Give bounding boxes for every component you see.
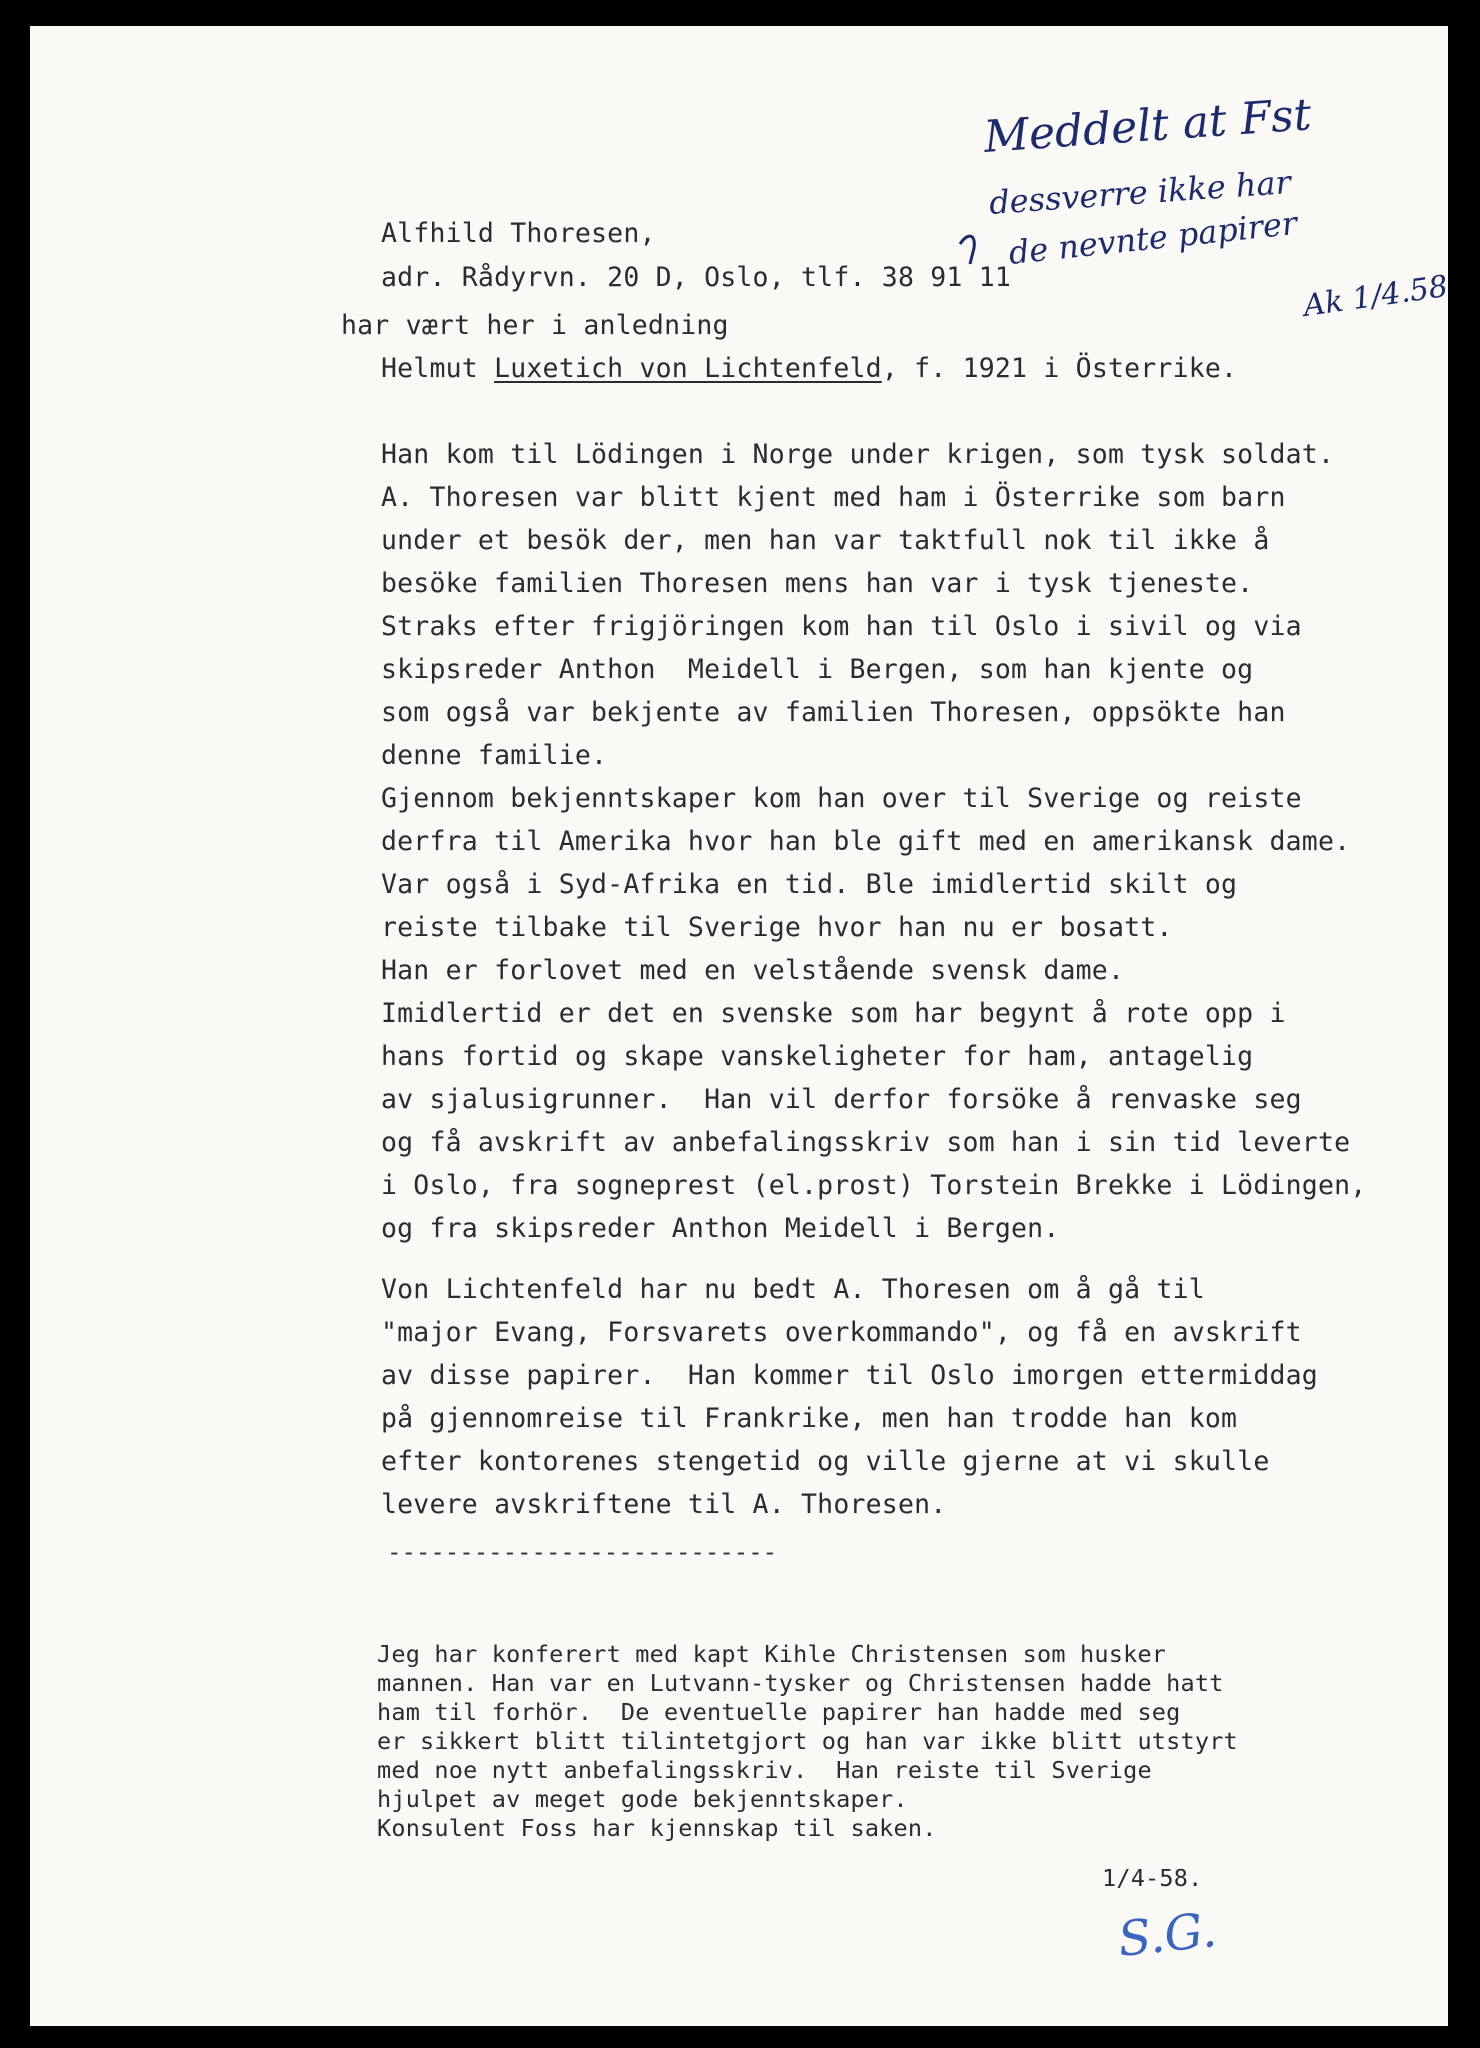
handwritten-mark [960, 236, 974, 264]
visitor-name: Alfhild Thoresen, [381, 218, 656, 249]
handwritten-note-line-2: dessverre ikke har [987, 163, 1292, 222]
subject-prefix: Helmut [381, 353, 495, 384]
text-line: Jeg har konferert med kapt Kihle Christensen som husker [377, 1640, 1167, 1668]
text-line: på gjennomreise til Frankrike, men han trodde han kom [381, 1403, 1238, 1434]
separator-line: --------------------------- [387, 1538, 778, 1566]
text-line: hjulpet av meget gode bekjenntskaper. [377, 1785, 908, 1813]
visitor-address: adr. Rådyrvn. 20 D, Oslo, tlf. 38 91 11 [381, 262, 1012, 293]
subject-line [381, 353, 1237, 384]
text-line: Straks efter frigjöringen kom han til Oslo i sivil og via [381, 611, 1302, 642]
signature-initials: S.G. [1115, 1901, 1220, 1968]
text-line: ham til forhör. De eventuelle papirer han hadde med seg [377, 1698, 1181, 1726]
text-line: Von Lichtenfeld har nu bedt A. Thoresen om å gå til [381, 1274, 1205, 1305]
text-line: derfra til Amerika hvor han ble gift med en amerikansk dame. [381, 826, 1351, 857]
text-line: besöke familien Thoresen mens han var i tysk tjeneste. [381, 568, 1254, 599]
text-line: under et besök der, men han var taktfull nok til ikke å [381, 525, 1270, 556]
text-line: "major Evang, Forsvarets overkommando", og få en avskrift [381, 1317, 1302, 1348]
text-line: denne familie. [381, 740, 608, 771]
text-line: Konsulent Foss har kjennskap til saken. [377, 1814, 937, 1842]
handwritten-note-line-1: Meddelt at Fst [982, 89, 1313, 163]
text-line: hans fortid og skape vanskeligheter for ham, antagelig [381, 1041, 1254, 1072]
document-page [30, 26, 1451, 2026]
text-line: av disse papirer. Han kommer til Oslo imorgen ettermiddag [381, 1360, 1318, 1391]
text-line: Han kom til Lödingen i Norge under krigen, som tysk soldat. [381, 439, 1335, 470]
text-line: skipsreder Anthon Meidell i Bergen, som han kjente og [381, 654, 1254, 685]
text-line: som også var bekjente av familien Thoresen, oppsökte han [381, 697, 1286, 728]
text-line: Han er forlovet med en velstående svensk dame. [381, 955, 1125, 986]
text-line: Gjennom bekjenntskaper kom han over til Sverige og reiste [381, 783, 1302, 814]
text-line: er sikkert blitt tilintetgjort og han var ikke blitt utstyrt [377, 1727, 1238, 1755]
signature [1110, 1896, 1260, 1996]
text-line: levere avskriftene til A. Thoresen. [381, 1489, 947, 1520]
handwritten-note [950, 89, 1451, 334]
text-line: med noe nytt anbefalingsskriv. Han reiste til Sverige [377, 1756, 1152, 1784]
text-line: og fra skipsreder Anthon Meidell i Bergen. [381, 1213, 1060, 1244]
text-line: efter kontorenes stengetid og ville gjerne at vi skulle [381, 1446, 1270, 1477]
subject-suffix: , f. 1921 i Österrike. [881, 353, 1238, 384]
text-line: Imidlertid er det en svenske som har begynt å rote opp i [381, 998, 1286, 1029]
text-line: A. Thoresen var blitt kjent med ham i Österrike som barn [381, 482, 1286, 513]
text-line: mannen. Han var en Lutvann-tysker og Christensen hadde hatt [377, 1669, 1224, 1697]
visit-purpose: har vært her i anledning [341, 310, 729, 341]
text-line: i Oslo, fra sogneprest (el.prost) Torstein Brekke i Lödingen, [381, 1170, 1367, 1201]
text-line: reiste tilbake til Sverige hvor han nu er bosatt. [381, 912, 1173, 943]
text-line: og få avskrift av anbefalingsskriv som han i sin tid leverte [381, 1127, 1351, 1158]
handwritten-initials: Ak 1/4.58 [1301, 269, 1451, 324]
text-line: av sjalusigrunner. Han vil derfor forsöke å renvaske seg [381, 1084, 1302, 1115]
note-date: 1/4-58. [1102, 1864, 1203, 1892]
handwritten-note-line-3: de nevnte papirer [1006, 203, 1299, 272]
text-line: Var også i Syd-Afrika en tid. Ble imidlertid skilt og [381, 869, 1238, 900]
subject-name: Luxetich von Lichtenfeld [494, 353, 882, 384]
